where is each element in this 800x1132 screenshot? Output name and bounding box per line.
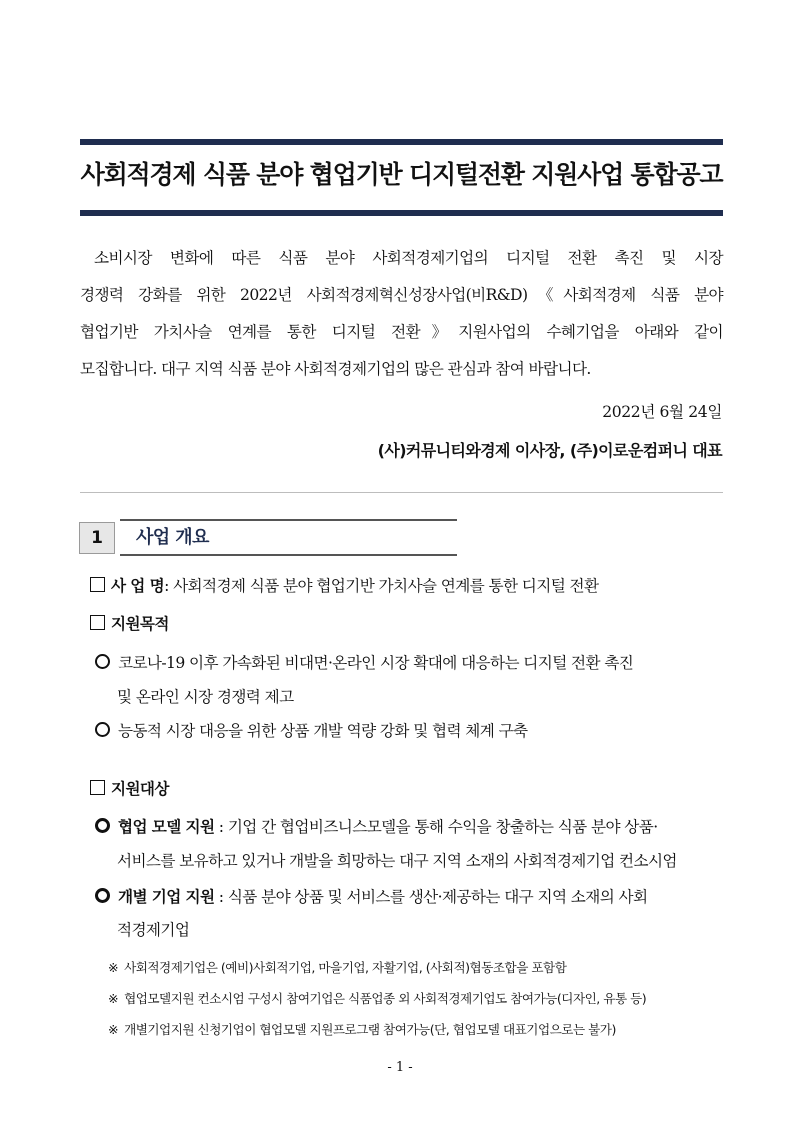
- target-item-text: : 기업 간 협업비즈니스모델을 통해 수익을 창출하는 식품 분야 상품·: [214, 818, 658, 836]
- reference-mark: ※: [108, 960, 119, 975]
- target-item-label: 개별 기업 지원: [118, 888, 215, 906]
- checkbox-square-icon: [90, 780, 105, 795]
- title-top-rule: [80, 139, 723, 145]
- purpose-item: [95, 719, 528, 741]
- target-item-label: 협업 모델 지원: [118, 818, 215, 836]
- checkbox-square-icon: [90, 615, 105, 630]
- divider: [80, 492, 723, 493]
- target-item-continuation: 적경제기업: [117, 921, 190, 939]
- intro-line: 모집합니다. 대구 지역 식품 분야 사회적경제기업의 많은 관심과 참여 바랍니다.: [80, 360, 591, 378]
- reference-mark: ※: [108, 991, 119, 1006]
- target-note-text: 개별기업지원 신청기업이 협업모델 지원프로그램 참여가능(단, 협업모델 대표기업으로는 불가): [124, 1022, 616, 1037]
- target-item: [95, 885, 647, 907]
- issuer: (사)커뮤니티와경제 이사장, (주)이로운컴퍼니 대표: [377, 441, 722, 460]
- title-bottom-rule: [80, 210, 723, 216]
- document-title: 사회적경제 식품 분야 협업기반 디지털전환 지원사업 통합공고: [80, 160, 723, 189]
- reference-mark: ※: [108, 1022, 119, 1037]
- page-number: - 1 -: [387, 1060, 413, 1075]
- purpose-heading: 지원목적: [111, 615, 169, 633]
- target-note-text: 사회적경제기업은 (예비)사회적기업, 마을기업, 자활기업, (사회적)협동조합을 포함함: [124, 960, 567, 975]
- section-number: 1: [79, 522, 115, 554]
- purpose-item-continuation: 및 온라인 시장 경쟁력 제고: [117, 688, 294, 706]
- target-item-continuation: 서비스를 보유하고 있거나 개발을 희망하는 대구 지역 소재의 사회적경제기업 컨소시엄: [117, 852, 677, 870]
- announcement-date: 2022년 6월 24일: [602, 403, 722, 421]
- target-heading: 지원대상: [111, 780, 169, 798]
- target-note-text: 협업모델지원 컨소시엄 구성시 참여기업은 식품업종 외 사회적경제기업도 참여가능(디자인, 유통 등): [124, 991, 647, 1006]
- section-title: 사업 개요: [136, 527, 209, 548]
- project-name-value: : 사회적경제 식품 분야 협업기반 가치사슬 연계를 통한 디지털 전환: [164, 577, 599, 595]
- target-item: [95, 815, 658, 837]
- checkbox-square-icon: [90, 577, 105, 592]
- intro-paragraph: [80, 240, 723, 388]
- target-note: [108, 1019, 616, 1038]
- circle-bullet-icon: [95, 888, 110, 903]
- intro-line: 소비시장 변화에 따른 식품 분야 사회적경제기업의 디지털 전환 촉진 및 시장: [94, 249, 723, 267]
- circle-bullet-icon: [95, 654, 110, 669]
- target-heading-row: [90, 777, 169, 799]
- intro-line: 경쟁력 강화를 위한 2022년 사회적경제혁신성장사업(비R&D)《사회적경제 식품 분야: [80, 286, 723, 304]
- purpose-item: [95, 651, 633, 673]
- target-note: [108, 988, 646, 1007]
- purpose-item-text: 코로나-19 이후 가속화된 비대면·온라인 시장 확대에 대응하는 디지털 전환 촉진: [118, 654, 634, 672]
- section-bottom-rule: [120, 554, 457, 556]
- target-item-text: : 식품 분야 상품 및 서비스를 생산·제공하는 대구 지역 소재의 사회: [214, 888, 648, 906]
- project-name-label: 사 업 명: [111, 577, 165, 595]
- circle-bullet-icon: [95, 722, 110, 737]
- circle-bullet-icon: [95, 818, 110, 833]
- purpose-heading-row: [90, 612, 169, 634]
- project-name-row: [90, 574, 598, 596]
- intro-line: 협업기반 가치사슬 연계를 통한 디지털 전환》지원사업의 수혜기업을 아래와 같이: [80, 323, 723, 341]
- purpose-item-text: 능동적 시장 대응을 위한 상품 개발 역량 강화 및 협력 체계 구축: [118, 722, 528, 740]
- section-top-rule: [120, 519, 457, 521]
- target-note: [108, 957, 566, 976]
